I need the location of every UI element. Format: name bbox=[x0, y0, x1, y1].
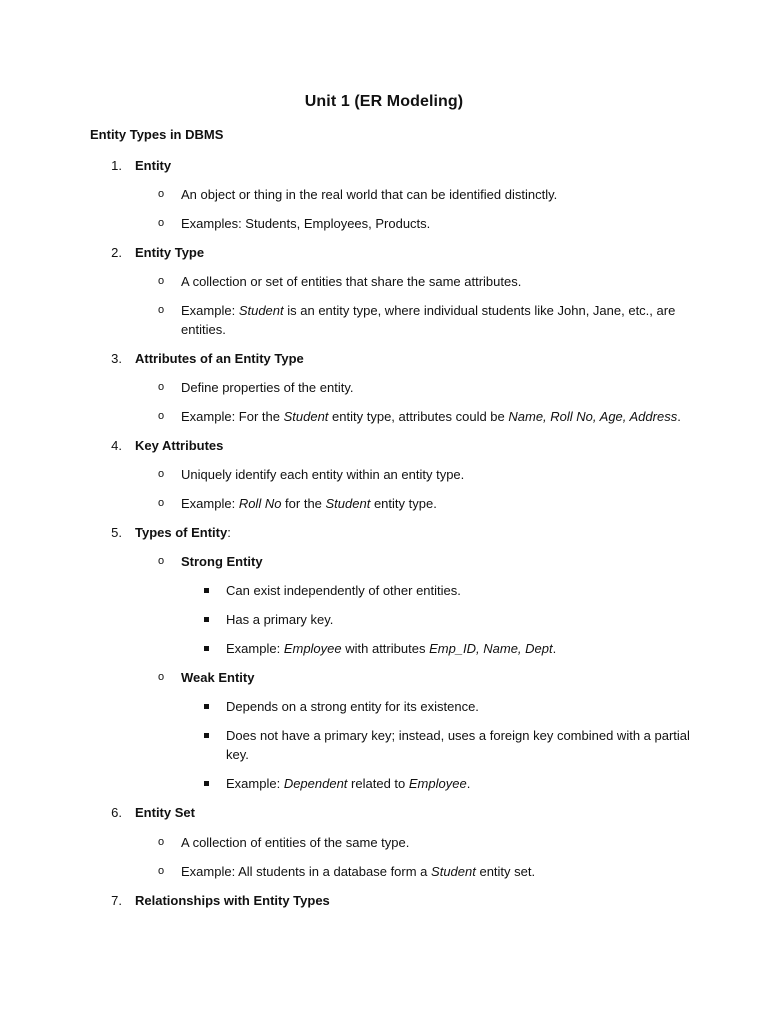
bullet-square bbox=[204, 733, 209, 738]
item-heading: Types of Entity bbox=[135, 525, 228, 540]
item-heading: Key Attributes bbox=[135, 438, 224, 453]
item-number: 7. bbox=[111, 893, 122, 908]
item-number: 6. bbox=[111, 805, 122, 820]
list-subitem-continuation: entities. bbox=[181, 322, 226, 337]
bullet-square bbox=[204, 588, 209, 593]
list-subitem: A collection of entities of the same type. bbox=[181, 835, 410, 850]
subheading-strong-entity: Strong Entity bbox=[181, 554, 263, 569]
list-subitem: Uniquely identify each entity within an entity type. bbox=[181, 467, 465, 482]
list-subsubitem: Does not have a primary key; instead, uses a foreign key combined with a partial bbox=[226, 728, 690, 743]
list-subsubitem: Has a primary key. bbox=[226, 612, 334, 627]
list-subitem: Define properties of the entity. bbox=[181, 380, 354, 395]
item-heading: Attributes of an Entity Type bbox=[135, 351, 304, 366]
bullet-circle: o bbox=[158, 468, 165, 480]
item-number: 2. bbox=[111, 245, 122, 260]
page-title: Unit 1 (ER Modeling) bbox=[304, 93, 464, 110]
item-heading: Relationships with Entity Types bbox=[135, 893, 330, 908]
bullet-square bbox=[204, 646, 209, 651]
item-heading: Entity Set bbox=[135, 805, 195, 820]
list-subsubitem: Example: Employee with attributes Emp_ID, Name, Dept. bbox=[226, 641, 557, 656]
list-subsubitem-continuation: key. bbox=[226, 747, 249, 762]
list-subsubitem: Can exist independently of other entities. bbox=[226, 583, 461, 598]
list-subitem: Example: Roll No for the Student entity type. bbox=[181, 496, 437, 511]
item-number: 1. bbox=[111, 158, 122, 173]
item-number: 5. bbox=[111, 525, 122, 540]
list-subitem: Example: Student is an entity type, where individual students like John, Jane, etc., are bbox=[181, 303, 676, 318]
bullet-circle: o bbox=[158, 381, 165, 393]
section-heading: Entity Types in DBMS bbox=[90, 127, 224, 142]
bullet-circle: o bbox=[158, 865, 165, 877]
bullet-circle: o bbox=[158, 836, 165, 848]
item-number: 4. bbox=[111, 438, 122, 453]
item-number: 3. bbox=[111, 351, 122, 366]
subheading-weak-entity: Weak Entity bbox=[181, 670, 255, 685]
list-subitem: An object or thing in the real world that can be identified distinctly. bbox=[181, 187, 558, 202]
list-subitem: Examples: Students, Employees, Products. bbox=[181, 216, 431, 231]
bullet-circle: o bbox=[158, 217, 165, 229]
list-subitem: A collection or set of entities that share the same attributes. bbox=[181, 274, 522, 289]
bullet-circle: o bbox=[158, 555, 165, 567]
item-heading: Entity bbox=[135, 158, 172, 173]
document-page: Unit 1 (ER Modeling) Entity Types in DBMS 1. Entity o An object or thing in the real world that can be identified distinctly. o Examples: Students, Employees, Products. 2. Entity Type o A collection or set of entities that share the same attributes. o Example: Student is an entity type, where individual students like John, Jane, etc., are entities. 3. Attributes of an Entity Type o Define properties of the entity. o Example: For the Student entity type, attributes could be Name, Roll No, Age, Address. 4. Key Attributes o Uniquely identify each entity within an entity type. o Example: Roll No for the Student entity type. 5. Types of Entity: o Strong Entity Can exist independently of other entities. Has a primary key. Example: Employee with attributes Emp_ID, Name, Dept. o Weak Entity Depends on a strong entity for its existence. Does not have a primary key; instead, uses a foreign key combined with a partial key. Example: Dependent related to Employee. 6. Entity Set o A collection of entities of the same type. o Example: All students in a database form a Student entity set. 7. Relationships with Entity Types bbox=[0, 0, 768, 1024]
list-subsubitem: Example: Dependent related to Employee. bbox=[226, 776, 471, 791]
bullet-circle: o bbox=[158, 188, 165, 200]
bullet-circle: o bbox=[158, 275, 165, 287]
bullet-square bbox=[204, 781, 209, 786]
list-subitem: Example: For the Student entity type, attributes could be Name, Roll No, Age, Address. bbox=[181, 409, 681, 424]
bullet-square bbox=[204, 704, 209, 709]
list-subitem: Example: All students in a database form a Student entity set. bbox=[181, 864, 536, 879]
bullet-circle: o bbox=[158, 410, 165, 422]
bullet-circle: o bbox=[158, 671, 165, 683]
item-heading: Entity Type bbox=[135, 245, 205, 260]
bullet-circle: o bbox=[158, 304, 165, 316]
bullet-square bbox=[204, 617, 209, 622]
list-subsubitem: Depends on a strong entity for its existence. bbox=[226, 699, 479, 714]
bullet-circle: o bbox=[158, 497, 165, 509]
